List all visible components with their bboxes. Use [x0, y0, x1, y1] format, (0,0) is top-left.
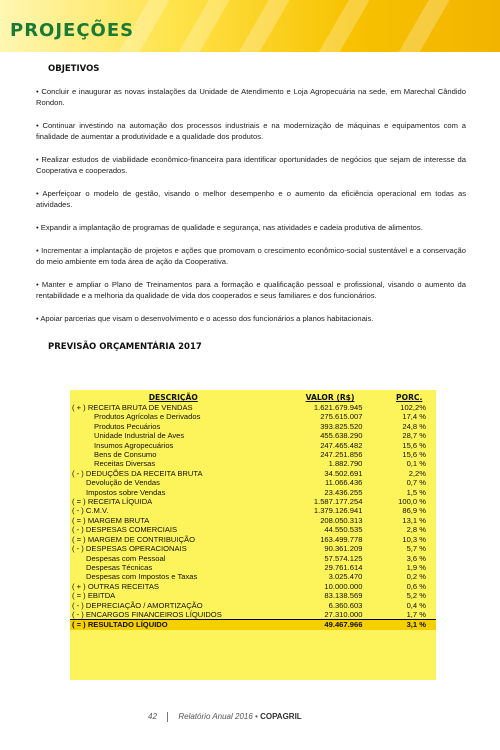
row-value: 49.467.966	[277, 620, 383, 630]
row-percent: 100,0 %	[398, 497, 426, 507]
table-row	[70, 544, 436, 553]
row-description: Despesas com Impostos e Taxas	[86, 572, 198, 582]
row-description: ( = ) RESULTADO LÍQUIDO	[70, 620, 277, 630]
table-row	[70, 441, 436, 450]
objective-item: • Expandir a implantação de programas de qualidade e segurança, nas atividades e cadeia produtiva de alimentos.	[36, 223, 423, 232]
row-value: 1.587.177.254	[313, 497, 363, 507]
table-row	[70, 535, 436, 544]
row-percent: 3,6 %	[406, 553, 426, 563]
objective-item: • Continuar investindo na automação dos processos industriais e na modernização de máquinas e equipamentos com a finalidade de aumentar a produtividade e a qualidade dos produtos.	[36, 121, 466, 141]
table-row	[70, 554, 436, 563]
row-description: ( - ) C.M.V.	[72, 506, 109, 516]
page-number: 42	[148, 712, 157, 722]
row-description: Devolução de Vendas	[86, 478, 160, 488]
row-description: Receitas Diversas	[94, 459, 156, 469]
table-row	[70, 525, 436, 534]
row-percent: 28,7 %	[402, 431, 426, 441]
row-value: 34.502.691	[324, 468, 363, 478]
table-row	[70, 497, 436, 506]
brand-name: COPAGRIL	[260, 712, 302, 722]
row-percent: 102,2%	[400, 403, 426, 412]
row-description: Produtos Agrícolas e Derivados	[94, 412, 201, 422]
row-value: 3.025.470	[328, 572, 363, 582]
report-name: Relatório Anual 2016 •	[178, 712, 258, 722]
row-percent: 5,7 %	[406, 544, 426, 554]
row-percent: 15,6 %	[402, 440, 426, 450]
row-value: 27.310.000	[324, 609, 363, 619]
row-value: 29.761.614	[324, 562, 363, 572]
footer-divider	[167, 712, 168, 722]
row-percent: 0,7 %	[406, 478, 426, 488]
row-percent: 24,8 %	[402, 421, 426, 431]
row-value: 44.550.535	[324, 525, 363, 535]
row-value: 23.436.255	[324, 487, 363, 497]
row-value: 1.379.126.941	[313, 506, 363, 516]
row-value: 247.251.856	[320, 450, 363, 460]
row-value: 6.360.603	[328, 600, 363, 610]
row-percent: 1,7 %	[406, 609, 426, 619]
row-description: ( + ) RECEITA BRUTA DE VENDAS	[72, 403, 193, 412]
table-row	[70, 610, 436, 620]
objective-item: • Manter e ampliar o Plano de Treinamentos para a formação e qualificação pessoal e profissional, visando o aumento da rentabilidade e a melhoria da qualidade de vida dos cooperados e seus familiares e dos funcionários.	[36, 280, 466, 300]
header-percent: PORC.	[396, 393, 423, 402]
page-header	[0, 0, 500, 52]
budget-table	[70, 390, 436, 630]
row-description: ( - ) DESPESAS COMERCIAIS	[72, 525, 178, 535]
table-row	[70, 601, 436, 610]
objective-item: • Apoiar parcerias que visam o desenvolvimento e o acesso dos funcionários a planos habitacionais.	[36, 314, 374, 323]
row-percent: 15,6 %	[402, 450, 426, 460]
row-description: Produtos Pecuários	[94, 421, 161, 431]
row-value: 90.361.209	[324, 544, 363, 554]
page-footer	[148, 712, 388, 722]
table-row	[70, 582, 436, 591]
row-description: ( = ) EBITDA	[72, 591, 116, 601]
row-value: 455.638.290	[320, 431, 363, 441]
row-percent: 86,9 %	[402, 506, 426, 516]
table-row	[70, 459, 436, 468]
row-percent: 2,2%	[408, 468, 426, 478]
header-value: VALOR (R$)	[305, 393, 355, 402]
row-value: 1.621.679.945	[313, 403, 363, 412]
row-description: ( - ) DEDUÇÕES DA RECEITA BRUTA	[72, 468, 203, 478]
table-row	[70, 572, 436, 581]
row-description: ( = ) MARGEM BRUTA	[72, 515, 150, 525]
table-row	[70, 403, 436, 412]
row-percent: 0,6 %	[406, 581, 426, 591]
main-content	[36, 64, 466, 352]
row-description: ( = ) MARGEM DE CONTRIBUIÇÃO	[72, 534, 195, 544]
table-row	[70, 431, 436, 440]
table-row	[70, 563, 436, 572]
row-value: 83.138.569	[324, 591, 363, 601]
row-percent: 5,2 %	[406, 591, 426, 601]
row-description: ( = ) RECEITA LÍQUIDA	[72, 497, 153, 507]
row-description: ( - ) ENCARGOS FINANCEIROS LÍQUIDOS	[72, 609, 222, 619]
row-value: 57.574.125	[324, 553, 363, 563]
row-percent: 2,8 %	[406, 525, 426, 535]
row-value: 10.000.000	[324, 581, 363, 591]
row-description: ( - ) DEPRECIAÇÃO / AMORTIZAÇÃO	[72, 600, 203, 610]
row-description: ( - ) DESPESAS OPERACIONAIS	[72, 544, 187, 554]
table-row	[70, 506, 436, 515]
row-description: Unidade Industrial de Aves	[94, 431, 185, 441]
table-row	[70, 478, 436, 487]
budget-table-body	[70, 403, 436, 630]
objective-item: • Realizar estudos de viabilidade econômico-financeira para identificar oportunidades de negócios que sejam de interesse da Cooperativa e cooperados.	[36, 155, 466, 175]
row-percent: 1,5 %	[406, 487, 426, 497]
row-description: Despesas com Pessoal	[86, 553, 166, 563]
row-value: 1.882.790	[328, 459, 363, 469]
table-row	[70, 412, 436, 421]
objective-item: • Incrementar a implantação de projetos e ações que promovam o crescimento econômico-social sustentável e a conservação do meio ambiente em toda área de ação da Cooperativa.	[36, 246, 466, 266]
row-description: Impostos sobre Vendas	[86, 487, 166, 497]
row-value: 208.050.313	[320, 515, 363, 525]
row-percent: 13,1 %	[402, 515, 426, 525]
budget-title: PREVISÃO ORÇAMENTÁRIA 2017	[48, 342, 202, 352]
table-row	[70, 488, 436, 497]
table-row	[70, 591, 436, 600]
row-percent: 0,4 %	[406, 600, 426, 610]
row-value: 163.499.778	[320, 534, 363, 544]
row-value: 247.465.482	[320, 440, 363, 450]
row-value: 393.825.520	[320, 421, 363, 431]
row-description: Despesas Técnicas	[86, 562, 153, 572]
page-title: PROJEÇÕES	[10, 20, 135, 41]
table-row	[70, 422, 436, 431]
objectives-title: OBJETIVOS	[48, 64, 100, 74]
row-percent: 3,1 %	[382, 620, 436, 630]
row-percent: 0,2 %	[406, 572, 426, 582]
row-value: 275.615.007	[320, 412, 363, 422]
objective-item: • Aperfeiçoar o modelo de gestão, visando o melhor desempenho e o aumento da eficiência operacional em todas as atividades.	[36, 189, 466, 209]
table-header-row	[70, 390, 436, 403]
budget-table-panel	[70, 390, 436, 680]
header-description: DESCRIÇÃO	[148, 393, 198, 402]
table-row	[70, 620, 436, 630]
row-description: ( + ) OUTRAS RECEITAS	[72, 581, 159, 591]
row-percent: 17,4 %	[402, 412, 426, 422]
objectives-section	[36, 64, 466, 324]
table-row	[70, 516, 436, 525]
table-row	[70, 469, 436, 478]
objective-item: • Concluir e inaugurar as novas instalações da Unidade de Atendimento e Loja Agropecuária na sede, em Marechal Cândido Rondon.	[36, 87, 466, 107]
row-value: 11.066.436	[324, 478, 363, 488]
row-percent: 10,3 %	[402, 534, 426, 544]
table-row	[70, 450, 436, 459]
row-description: Bens de Consumo	[94, 450, 157, 460]
row-percent: 0,1 %	[406, 459, 426, 469]
row-percent: 1,9 %	[406, 562, 426, 572]
row-description: Insumos Agropecuários	[94, 440, 174, 450]
